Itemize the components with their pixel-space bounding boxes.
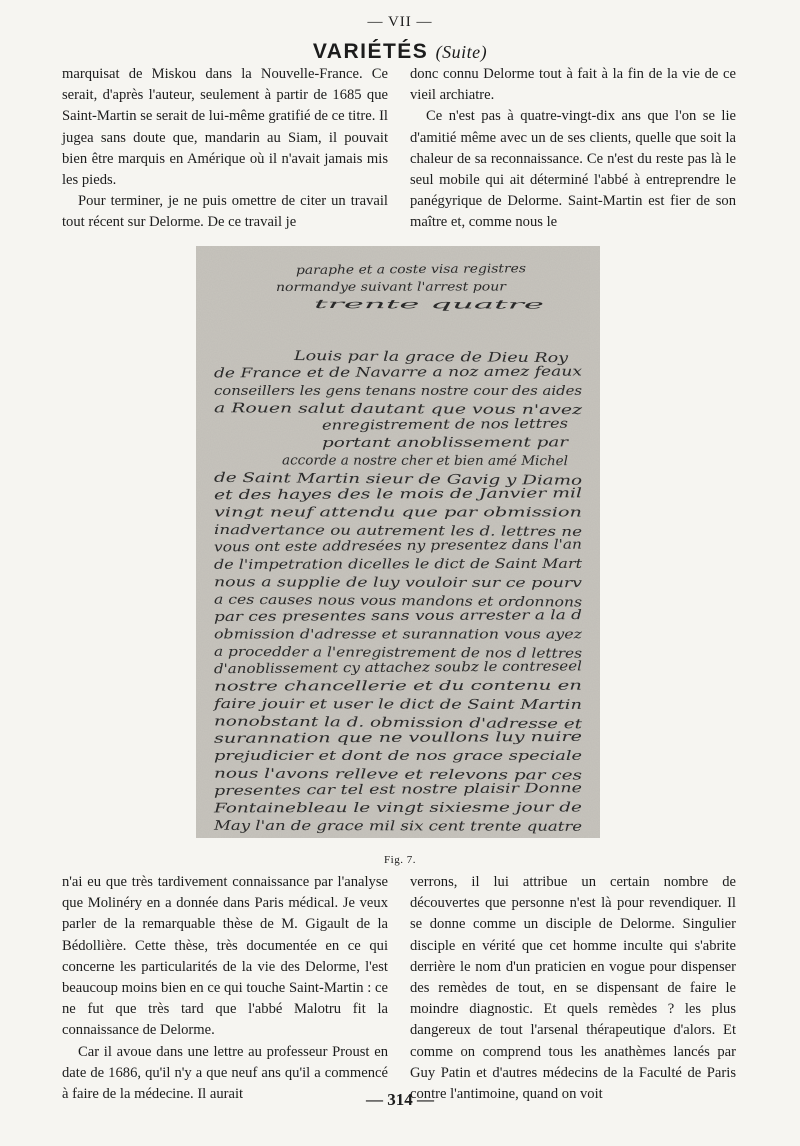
- bottom-right-column: [410, 872, 736, 1105]
- manuscript-image: [196, 246, 600, 838]
- manuscript-line: a Rouen salut dautant que vous n'avez: [213, 401, 472, 418]
- manuscript-line: May l'an de grace mil six cent trente quatre: [213, 818, 509, 835]
- page-number: — 314 —: [366, 1090, 434, 1109]
- manuscript-line: d'anoblissement cy attachez soubz le contreseel: [213, 659, 536, 678]
- manuscript-line: a ces causes nous vous mandons et ordonnons: [213, 592, 526, 611]
- manuscript-line: portant anoblissement par: [321, 435, 500, 451]
- manuscript-line: Fontainebleau le vingt sixiesme jour de: [213, 800, 477, 817]
- manuscript-line: a procedder a l'enregistrement de nos d lettres: [213, 644, 531, 662]
- manuscript-line: accorde a nostre cher et bien amé Michel: [281, 453, 561, 470]
- manuscript-line: et des hayes des le mois de Janvier mil: [213, 486, 474, 504]
- manuscript-line: vingt neuf attendu que par obmission: [214, 505, 582, 521]
- section-title: [0, 40, 800, 64]
- manuscript-line: normandye suivant l'arrest pour: [275, 279, 473, 294]
- paragraph: marquisat de Miskou dans la Nouvelle-France. Ce serait, d'après l'auteur, seulement à partir de 1685 que Saint-Martin se serait de lui-même gratifié de ce titre. Il jugea sans doute que, mandarin au Siam, il pouvait bien être marquis en Amérique où il n'avait jamais mis les pieds.: [62, 66, 388, 189]
- roman-page-number: — VII —: [367, 14, 433, 30]
- paragraph: Pour terminer, je ne puis omettre de citer un travail tout récent sur Delorme. De ce travail je: [62, 193, 388, 231]
- section-title-text: VARIÉTÉS: [312, 40, 429, 63]
- paragraph: Ce n'est pas à quatre-vingt-dix ans que l'on se lie d'amitié même avec un de ses clients, quelle que soit la chaleur de sa reconnaissance. Ce n'est du reste pas là le seul mobile qui ait déterminé l'abbé à entreprendre le panégyrique de Delorme. Saint-Martin est fier de son maître et, comme nous le: [410, 108, 736, 231]
- manuscript-line: surannation que ne voullons luy nuire: [213, 730, 468, 747]
- manuscript-line: enregistrement de nos lettres: [321, 417, 521, 434]
- manuscript-line: nostre chancellerie et du contenu en: [213, 678, 460, 695]
- manuscript-line: trente quatre: [313, 297, 396, 312]
- manuscript-line: par ces presentes sans vous arrester a la d: [213, 608, 501, 625]
- manuscript-line: prejudicier et dont de nos grace speciale: [214, 749, 583, 765]
- manuscript-line: inadvertance ou autrement les d. lettres ne: [213, 523, 505, 540]
- top-left-column: [62, 64, 388, 234]
- figure-caption: Fig. 7.: [384, 854, 416, 866]
- paragraph: verrons, il lui attribue un certain nombre de découvertes que personne n'est là pour revendiquer. Il se donne comme un disciple de Delorme. Singulier disciple en vérité que cet homme inculte qui s'abrite derrière le nom d'un praticien en vogue pour dispenser des remèdes de tout, en se dispensant de faire le moindre diagnostic. Et quels remèdes ? les plus dangereux de tout l'arsenal thérapeutique d'alors. Et comme on comprend tous les anathèmes lancés par Guy Patin et d'autres médecins de la Faculté de Paris contre l'antimoine, quand on voit: [410, 874, 736, 1103]
- manuscript-line: vous ont este addresées ny presentez dans l'an: [213, 537, 529, 556]
- manuscript-line: paraphe et a coste visa registres: [295, 261, 495, 277]
- manuscript-line: faire jouir et user le dict de Saint Martin: [213, 697, 487, 713]
- top-right-column: [410, 64, 736, 234]
- bottom-left-column: [62, 872, 388, 1105]
- manuscript-line: nonobstant la d. obmission d'adresse et: [213, 714, 480, 732]
- paragraph: Car il avoue dans une lettre au professeur Proust en date de 1686, qu'il n'y a que neuf ans qu'il a commencé à faire de la médecine. Il aurait: [62, 1043, 388, 1103]
- manuscript-line: conseillers les gens tenans nostre cour des aides: [214, 383, 583, 399]
- manuscript-line: de Saint Martin sieur de Gavig y Diamo: [213, 470, 480, 488]
- manuscript-line: de France et de Navarre a noz amez feaux: [213, 364, 499, 382]
- section-title-suffix: (Suite): [435, 42, 488, 62]
- manuscript-figure: [196, 246, 600, 838]
- manuscript-line: nous l'avons relleve et relevons par ces: [213, 766, 478, 783]
- paragraph: n'ai eu que très tardivement connaissance par l'analyse que Molinéry en a donnée dans Paris médical. Je veux parler de la remarquable thèse de M. Gigault de la Bédollière. Cette thèse, très documentée en ce qui concerne les particularités de la vie des Delorme, l'est beaucoup moins bien en ce qui touche Saint-Martin : ce ne fut que très tard que l'abbé Malotru fit la connaissance de Delorme.: [62, 874, 388, 1039]
- manuscript-line: nous a supplie de luy vouloir sur ce pourv: [213, 575, 494, 591]
- manuscript-line: Louis par la grace de Dieu Roy: [293, 349, 501, 366]
- manuscript-line: de l'impetration dicelles le dict de Saint Mart: [213, 557, 519, 573]
- manuscript-line: obmission d'adresse et surannation vous ayez: [214, 627, 584, 643]
- manuscript-line: presentes car tel est nostre plaisir Donne: [213, 781, 492, 799]
- paragraph: donc connu Delorme tout à fait à la fin de la vie de ce vieil archiatre.: [410, 66, 736, 104]
